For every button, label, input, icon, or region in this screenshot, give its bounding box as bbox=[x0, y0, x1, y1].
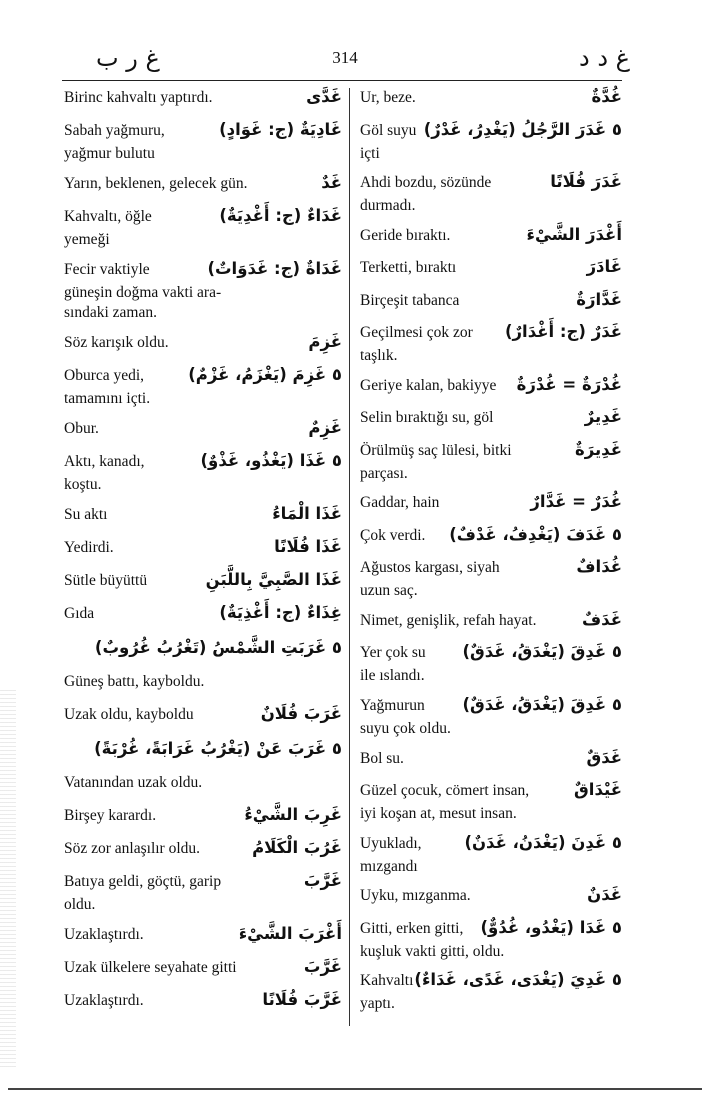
dictionary-entry bbox=[360, 554, 622, 601]
turkish-definition: Geride bıraktı. bbox=[360, 226, 451, 244]
arabic-headword: غَرِبَ الشَّيْءُ bbox=[244, 805, 342, 824]
dictionary-entry bbox=[360, 372, 622, 399]
dictionary-entry bbox=[64, 835, 342, 862]
dictionary-entry bbox=[64, 734, 342, 764]
entry-line bbox=[360, 830, 622, 857]
turkish-definition: Gitti, erken gitti, bbox=[360, 919, 464, 937]
entry-line bbox=[64, 362, 342, 389]
dictionary-entry bbox=[360, 777, 622, 824]
entry-line bbox=[360, 915, 622, 942]
turkish-definition: Uzak oldu, kayboldu bbox=[64, 706, 194, 723]
dictionary-entry bbox=[360, 169, 622, 216]
entry-line bbox=[64, 701, 342, 728]
turkish-definition: Su aktı bbox=[64, 506, 108, 523]
dictionary-entry bbox=[360, 254, 622, 281]
turkish-definition: Uzaklaştırdı. bbox=[64, 926, 144, 943]
turkish-definition: Birinc kahvaltı yaptırdı. bbox=[64, 89, 213, 106]
turkish-definition: Yarın, beklenen, gelecek gün. bbox=[64, 175, 248, 192]
arabic-headword: غَزِمٌ bbox=[308, 418, 342, 437]
header-rule bbox=[62, 80, 622, 81]
arabic-headword: غُدَافٌ bbox=[576, 557, 622, 577]
turkish-definition: Güneş battı, kayboldu. bbox=[64, 673, 205, 690]
definition-continuation: mızgandı bbox=[360, 857, 418, 875]
turkish-definition: Gıda bbox=[64, 605, 95, 622]
dictionary-entry bbox=[360, 222, 622, 249]
arabic-headword: غَدَّارَةٌ bbox=[576, 289, 622, 309]
arabic-headword: غَدَرَ فُلَانًا bbox=[550, 172, 622, 192]
right-column bbox=[360, 84, 622, 1020]
entry-line bbox=[360, 319, 622, 346]
dictionary-entry bbox=[64, 954, 342, 981]
definition-continuation: kuşluk vakti gitti, oldu. bbox=[360, 942, 505, 960]
page-number: 314 bbox=[332, 48, 358, 67]
entry-line bbox=[360, 404, 622, 431]
dictionary-entry bbox=[64, 802, 342, 829]
scan-margin bbox=[0, 690, 16, 1070]
turkish-definition: Bol su. bbox=[360, 749, 404, 767]
entry-line bbox=[360, 522, 622, 549]
page-header bbox=[60, 44, 630, 84]
dictionary-entry bbox=[64, 701, 342, 728]
turkish-definition: Ağustos kargası, siyah bbox=[360, 559, 500, 577]
entry-line bbox=[64, 987, 342, 1014]
dictionary-entry bbox=[64, 415, 342, 442]
entry-line bbox=[360, 967, 622, 994]
turkish-definition: Batıya geldi, göçtü, garip bbox=[64, 873, 222, 890]
entry-line bbox=[64, 802, 342, 829]
arabic-headword: غَرَّبَ bbox=[303, 871, 342, 890]
arabic-headword: ٥ غَدَا (يَغْدُو، غُدُوٌّ) bbox=[480, 917, 622, 937]
turkish-definition: Nimet, genişlik, refah hayat. bbox=[360, 611, 537, 629]
dictionary-entry bbox=[360, 522, 622, 549]
turkish-definition: Fecir vaktiyle bbox=[64, 261, 150, 278]
arabic-headword: غَذَا الصَّبِيَّ بِاللَّبَنِ bbox=[205, 570, 342, 589]
entry-line bbox=[64, 329, 342, 356]
definition-continuation: yaptı. bbox=[360, 995, 395, 1013]
arabic-headword: ٥ غَرَبَ عَنْ (يَغْرُبُ غَرَابَةً، غُرْبَةً) bbox=[94, 739, 342, 758]
turkish-definition: Gaddar, hain bbox=[360, 494, 440, 512]
dictionary-entry bbox=[360, 489, 622, 516]
header-right-letters: غ د د bbox=[579, 44, 630, 72]
definition-continuation: yemeği bbox=[64, 231, 110, 248]
definition-continuation: sındaki zaman. bbox=[64, 304, 157, 321]
turkish-definition: Selin bıraktığı su, göl bbox=[360, 409, 494, 427]
arabic-headword: غَدَرٌ (ج: أَغْدَارٌ) bbox=[505, 322, 622, 342]
definition-continuation: güneşin doğma vakti ara- bbox=[64, 284, 222, 301]
turkish-definition: Söz karışık oldu. bbox=[64, 334, 169, 351]
entry-line bbox=[64, 256, 342, 283]
arabic-headword: ٥ غَذَا (يَغْذُو، غَذْوٌ) bbox=[200, 451, 342, 470]
turkish-definition: Ur, beze. bbox=[360, 89, 416, 106]
arabic-headword: غَزِمَ bbox=[308, 332, 342, 351]
entry-line bbox=[64, 170, 342, 197]
turkish-definition: Sütle büyüttü bbox=[64, 572, 148, 589]
entry-line bbox=[360, 745, 622, 772]
dictionary-entry bbox=[360, 745, 622, 772]
turkish-definition: Vatanından uzak oldu. bbox=[64, 774, 203, 791]
definition-continuation: içti bbox=[360, 144, 380, 162]
dictionary-entry bbox=[64, 921, 342, 948]
entry-line bbox=[64, 117, 342, 144]
entry-line bbox=[360, 607, 622, 634]
dictionary-entry bbox=[64, 567, 342, 594]
definition-continuation: uzun saç. bbox=[360, 582, 418, 600]
turkish-definition: Ahdi bozdu, sözünde bbox=[360, 174, 492, 192]
dictionary-entry bbox=[360, 287, 622, 314]
turkish-definition: Geçilmesi çok zor bbox=[360, 324, 473, 342]
entry-line bbox=[64, 501, 342, 528]
turkish-definition: Sabah yağmuru, bbox=[64, 122, 165, 139]
arabic-headword: غَدِيرَةٌ bbox=[574, 439, 622, 459]
turkish-definition: Geriye kalan, bakiyye bbox=[360, 376, 497, 394]
arabic-headword: غَذَا الْمَاءُ bbox=[272, 504, 342, 523]
turkish-definition: Birçeşit tabanca bbox=[360, 291, 460, 309]
dictionary-entry bbox=[360, 84, 622, 111]
arabic-headword: ٥ غَزِمَ (يَغْزَمُ، غَزْمٌ) bbox=[188, 365, 342, 384]
dictionary-entry bbox=[360, 967, 622, 1014]
dictionary-entry bbox=[360, 692, 622, 739]
dictionary-entry bbox=[64, 362, 342, 409]
definition-continuation: koştu. bbox=[64, 476, 102, 493]
dictionary-entry bbox=[64, 170, 342, 197]
arabic-headword: ٥ غَدِنَ (يَغْدَنُ، غَدَنٌ) bbox=[464, 832, 622, 852]
arabic-headword: ٥ غَدِقَ (يَغْدَقُ، غَدَقٌ) bbox=[462, 694, 622, 714]
definition-continuation: suyu çok oldu. bbox=[360, 719, 451, 737]
arabic-headword: غُدْرَةٌ = غُدْرَةٌ bbox=[516, 374, 622, 394]
entry-line bbox=[360, 117, 622, 144]
arabic-headword: غَدَاةٌ (ج: غَدَوَاتٌ) bbox=[207, 259, 342, 278]
arabic-headword: غَدٌ bbox=[321, 173, 342, 192]
dictionary-entry bbox=[360, 117, 622, 164]
arabic-headword: غَرَّبَ bbox=[303, 957, 342, 976]
left-column bbox=[64, 84, 342, 1020]
dictionary-entry bbox=[64, 987, 342, 1014]
turkish-definition: Terketti, bıraktı bbox=[360, 259, 457, 277]
arabic-headword: غَرُبَ الْكَلَامُ bbox=[252, 838, 342, 857]
entry-line bbox=[360, 222, 622, 249]
turkish-definition: Çok verdi. bbox=[360, 526, 426, 544]
definition-continuation: parçası. bbox=[360, 464, 408, 482]
dictionary-entry bbox=[64, 770, 342, 796]
entry-line bbox=[360, 372, 622, 399]
dictionary-entry bbox=[64, 534, 342, 561]
arabic-headword: غَدَّى bbox=[306, 87, 342, 106]
dictionary-entry bbox=[64, 669, 342, 695]
entry-line bbox=[64, 203, 342, 230]
arabic-headword: غُدَرٌ = غَدَّارٌ bbox=[530, 492, 622, 512]
entry-line bbox=[64, 415, 342, 442]
dictionary-entry bbox=[64, 600, 342, 627]
definition-continuation: durmadı. bbox=[360, 197, 416, 215]
entry-line bbox=[64, 448, 342, 475]
turkish-definition: Güzel çocuk, cömert insan, bbox=[360, 782, 530, 800]
arabic-headword: ٥ غَرَبَتِ الشَّمْسُ (تَغْرُبُ غُرُوبٌ) bbox=[94, 638, 342, 657]
arabic-headword: غَدَاءٌ (ج: أَغْدِيَةٌ) bbox=[219, 206, 342, 225]
turkish-definition: Söz zor anlaşılır oldu. bbox=[64, 840, 201, 857]
header-left-letters: غ ر ب bbox=[96, 44, 160, 72]
arabic-headword: غُدَّةٌ bbox=[591, 87, 622, 106]
entry-line bbox=[64, 84, 342, 111]
turkish-definition: Uzak ülkelere seyahate gitti bbox=[64, 959, 237, 976]
dictionary-entry bbox=[360, 437, 622, 484]
entry-line bbox=[360, 84, 622, 111]
turkish-definition: Uzaklaştırdı. bbox=[64, 992, 144, 1009]
definition-continuation: iyi koşan at, mesut insan. bbox=[360, 805, 517, 823]
dictionary-entry bbox=[360, 830, 622, 877]
definition-continuation: taşlık. bbox=[360, 347, 398, 365]
entry-line bbox=[360, 437, 622, 464]
dictionary-entry bbox=[360, 639, 622, 686]
arabic-headword: ٥ غَدِقَ (يَغْدَقُ، غَدَقٌ) bbox=[462, 642, 622, 662]
turkish-definition: Örülmüş saç lülesi, bitki bbox=[360, 441, 512, 459]
turkish-definition: Obur. bbox=[64, 420, 99, 437]
definition-continuation: ile ıslandı. bbox=[360, 667, 425, 685]
dictionary-entry bbox=[360, 319, 622, 366]
turkish-definition: Aktı, kanadı, bbox=[64, 453, 145, 470]
dictionary-entry bbox=[64, 117, 342, 164]
turkish-definition: Yer çok su bbox=[360, 644, 426, 662]
entry-line bbox=[360, 169, 622, 196]
arabic-headword: غَذَا فُلَانًا bbox=[274, 537, 342, 556]
dictionary-entry bbox=[360, 915, 622, 962]
turkish-definition: Uyukladı, bbox=[360, 834, 422, 852]
definition-continuation: tamamını içti. bbox=[64, 390, 151, 407]
entry-line bbox=[64, 954, 342, 981]
definition-continuation: oldu. bbox=[64, 896, 96, 913]
turkish-definition: Uyku, mızganma. bbox=[360, 887, 471, 905]
entry-line bbox=[360, 692, 622, 719]
entry-line bbox=[64, 921, 342, 948]
dictionary-entry bbox=[360, 882, 622, 909]
entry-line bbox=[360, 489, 622, 516]
arabic-headword: غَرَّبَ فُلَانًا bbox=[262, 990, 342, 1009]
entry-line bbox=[64, 600, 342, 627]
entry-line bbox=[360, 554, 622, 581]
arabic-headword: أَغْدَرَ الشَّيْءَ bbox=[526, 224, 622, 244]
dictionary-entry bbox=[64, 868, 342, 915]
dictionary-entry bbox=[360, 607, 622, 634]
dictionary-entry bbox=[360, 404, 622, 431]
entry-line bbox=[64, 770, 342, 796]
dictionary-entry bbox=[64, 84, 342, 111]
arabic-headword: غَيْدَاقٌ bbox=[574, 780, 622, 800]
entry-line bbox=[64, 868, 342, 895]
arabic-headword: غِذَاءٌ (ج: أَغْذِيَةٌ) bbox=[219, 603, 342, 622]
entry-line bbox=[64, 534, 342, 561]
arabic-headword: غَدَفٌ bbox=[582, 609, 622, 629]
arabic-headword: غَادِيَةٌ (ج: غَوَادٍ) bbox=[219, 120, 342, 139]
dictionary-entry bbox=[64, 501, 342, 528]
dictionary-entry bbox=[64, 448, 342, 495]
bottom-edge-rule bbox=[8, 1088, 702, 1090]
arabic-headword: أَغْرَبَ الشَّيْءَ bbox=[238, 924, 342, 943]
dictionary-entry bbox=[64, 256, 342, 323]
definition-continuation: yağmur bulutu bbox=[64, 145, 155, 162]
turkish-definition: Göl suyu bbox=[360, 121, 417, 139]
arabic-headword: ٥ غَدَفَ (يَغْدِفُ، غَدْفٌ) bbox=[449, 524, 622, 544]
arabic-headword: غَدِيرٌ bbox=[584, 407, 622, 427]
dictionary-entry bbox=[64, 203, 342, 250]
entry-line bbox=[360, 254, 622, 281]
turkish-definition: Birşey karardı. bbox=[64, 807, 157, 824]
entry-line bbox=[360, 287, 622, 314]
entry-line bbox=[360, 882, 622, 909]
column-divider bbox=[349, 88, 350, 1026]
entry-line bbox=[64, 567, 342, 594]
arabic-headword: ٥ غَدَرَ الرَّجُلُ (يَغْدِرُ، غَدْرٌ) bbox=[423, 119, 622, 139]
arabic-headword: غَادَرَ bbox=[586, 257, 622, 277]
turkish-definition: Oburca yedi, bbox=[64, 367, 145, 384]
turkish-definition: Kahvaltı, öğle bbox=[64, 208, 152, 225]
entry-line bbox=[64, 669, 342, 695]
turkish-definition: Yağmurun bbox=[360, 696, 425, 714]
entry-line bbox=[360, 777, 622, 804]
turkish-definition: Kahvaltı bbox=[360, 972, 414, 990]
turkish-definition: Yedirdi. bbox=[64, 539, 114, 556]
arabic-headword: غَدَنٌ bbox=[587, 885, 622, 905]
arabic-headword: غَدَقٌ bbox=[586, 747, 622, 767]
entry-line bbox=[64, 835, 342, 862]
dictionary-entry bbox=[64, 633, 342, 663]
arabic-headword: غَرَبَ فُلَانٌ bbox=[260, 704, 342, 723]
entry-line bbox=[360, 639, 622, 666]
dictionary-entry bbox=[64, 329, 342, 356]
arabic-headword: ٥ غَدِيَ (يَغْدَى، غَدًى، غَدَاءٌ) bbox=[414, 970, 622, 990]
